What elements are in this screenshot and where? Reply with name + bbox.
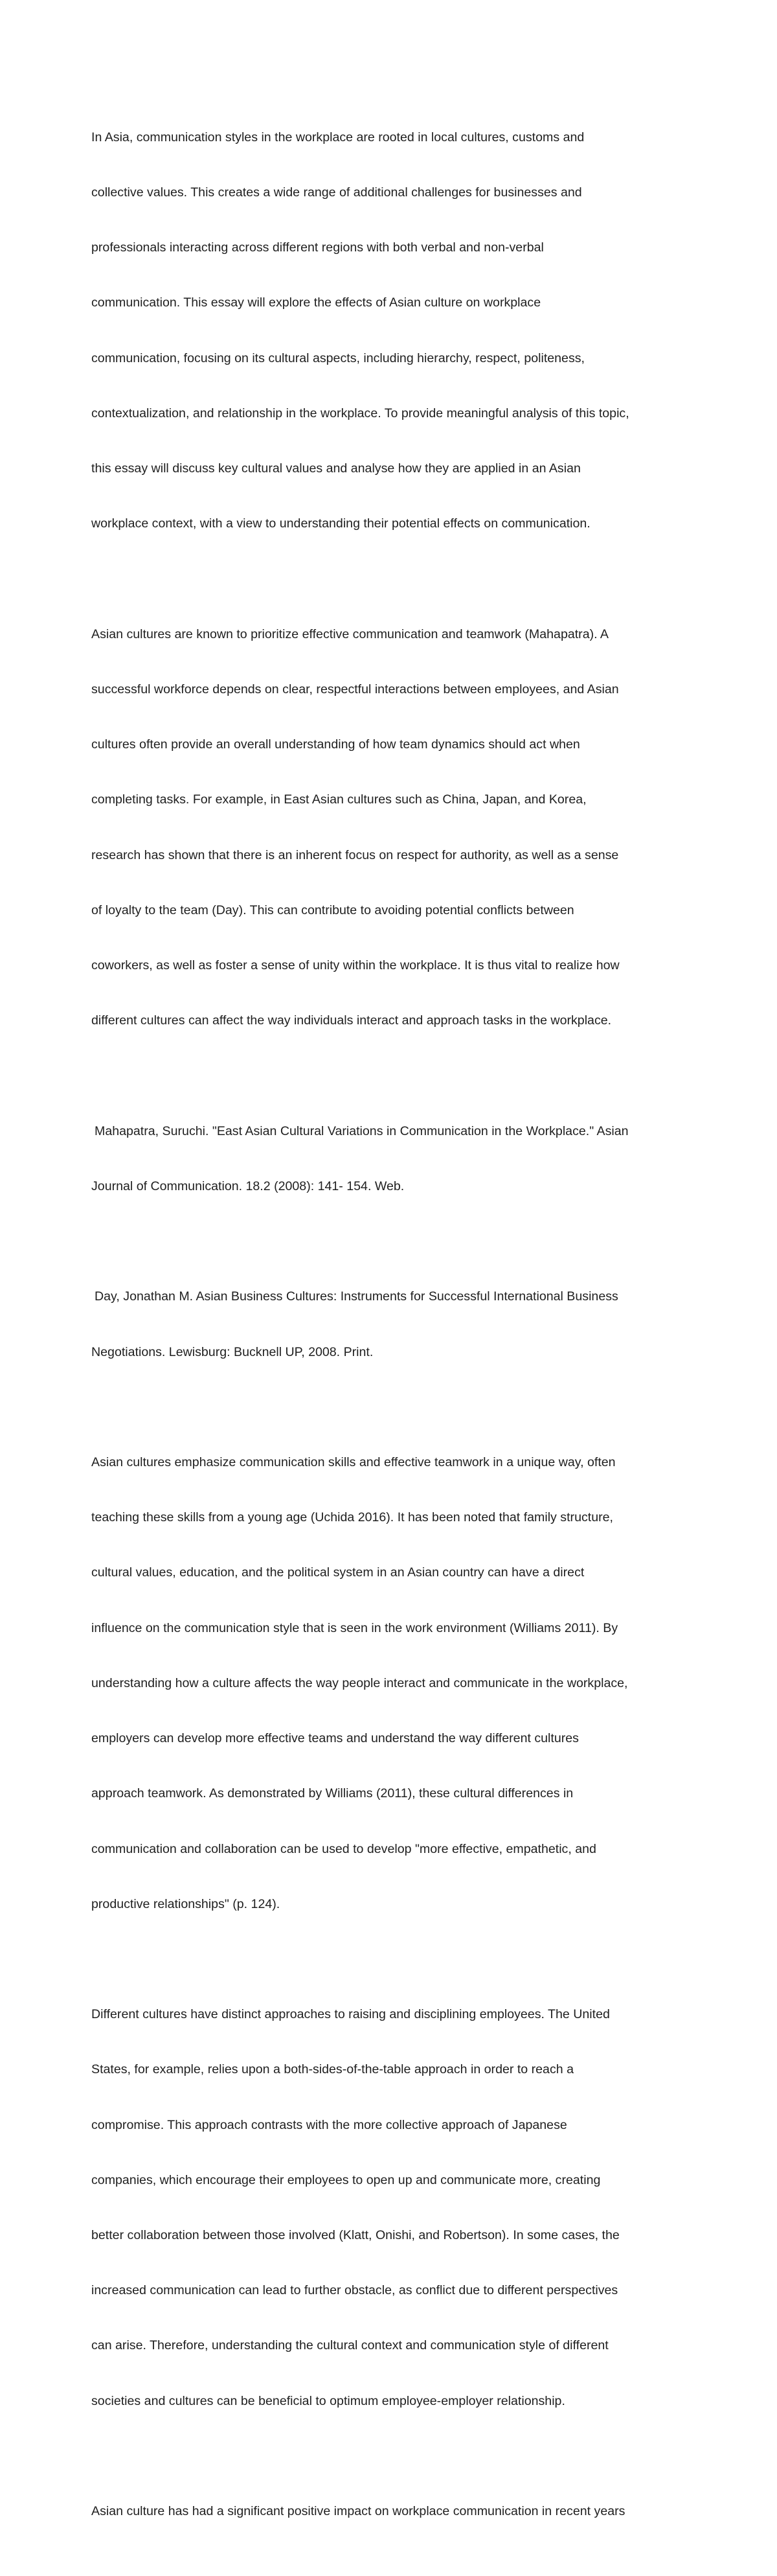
text-line: collective values. This creates a wide range of additional challenges for businesses and bbox=[91, 185, 582, 200]
text-line: cultures often provide an overall understanding of how team dynamics should act when bbox=[91, 737, 580, 752]
text-line: Asian cultures are known to prioritize effective communication and teamwork (Mahapatra). A bbox=[91, 627, 609, 641]
text-line: this essay will discuss key cultural values and analyse how they are applied in an Asian bbox=[91, 461, 581, 476]
paragraph-intro bbox=[91, 91, 690, 570]
text-line: different cultures can affect the way individuals interact and approach tasks in the workplace. bbox=[91, 1013, 612, 1028]
text-line: compromise. This approach contrasts with the more collective approach of Japanese bbox=[91, 2117, 567, 2132]
text-line: communication and collaboration can be used to develop "more effective, empathetic, and bbox=[91, 1841, 596, 1856]
text-line: of loyalty to the team (Day). This can contribute to avoiding potential conflicts between bbox=[91, 903, 574, 917]
text-line: societies and cultures can be beneficial to optimum employee-employer relationship. bbox=[91, 2393, 565, 2408]
text-line: influence on the communication style that is seen in the work environment (Williams 2011). By bbox=[91, 1620, 618, 1635]
text-line: Negotiations. Lewisburg: Bucknell UP, 2008. Print. bbox=[91, 1344, 374, 1359]
paragraph-body bbox=[91, 1416, 690, 1950]
text-line: research has shown that there is an inherent focus on respect for authority, as well as a sense bbox=[91, 847, 619, 862]
text-line: cultural values, education, and the political system in an Asian country can have a direct bbox=[91, 1565, 585, 1580]
text-line: professionals interacting across different regions with both verbal and non-verbal bbox=[91, 240, 544, 255]
reference-entry bbox=[91, 1251, 690, 1398]
text-line: productive relationships" (p. 124). bbox=[91, 1896, 280, 1911]
text-line: contextualization, and relationship in the workplace. To provide meaningful analysis of this topic, bbox=[91, 406, 629, 420]
text-line: completing tasks. For example, in East Asian cultures such as China, Japan, and Korea, bbox=[91, 792, 587, 807]
text-line: In Asia, communication styles in the workplace are rooted in local cultures, customs and bbox=[91, 130, 585, 144]
text-line: companies, which encourage their employees to open up and communicate more, creating bbox=[91, 2172, 601, 2187]
text-line: understanding how a culture affects the way people interact and communicate in the workplace, bbox=[91, 1675, 628, 1690]
text-line: can arise. Therefore, understanding the cultural context and communication style of different bbox=[91, 2338, 609, 2353]
text-line: communication, focusing on its cultural aspects, including hierarchy, respect, politeness, bbox=[91, 351, 585, 365]
text-line: teaching these skills from a young age (Uchida 2016). It has been noted that family structure, bbox=[91, 1510, 613, 1525]
text-line: Mahapatra, Suruchi. "East Asian Cultural Variations in Communication in the Workplace." Asian bbox=[95, 1123, 629, 1138]
text-line: Different cultures have distinct approaches to raising and disciplining employees. The United bbox=[91, 2007, 610, 2022]
reference-entry bbox=[91, 1085, 690, 1232]
paragraph-body bbox=[91, 1968, 690, 2447]
text-line: communication. This essay will explore the effects of Asian culture on workplace bbox=[91, 295, 541, 310]
text-line: Journal of Communication. 18.2 (2008): 141- 154. Web. bbox=[91, 1179, 405, 1193]
document-body bbox=[91, 91, 690, 2576]
text-line: increased communication can lead to further obstacle, as conflict due to different perspectives bbox=[91, 2283, 618, 2298]
paragraph-body bbox=[91, 2465, 690, 2557]
text-line: coworkers, as well as foster a sense of unity within the workplace. It is thus vital to realize how bbox=[91, 958, 620, 973]
text-line: Day, Jonathan M. Asian Business Cultures: Instruments for Successful International Business bbox=[95, 1289, 618, 1304]
text-line: employers can develop more effective teams and understand the way different cultures bbox=[91, 1731, 579, 1746]
text-line: States, for example, relies upon a both-sides-of-the-table approach in order to reach a bbox=[91, 2062, 574, 2077]
text-line: Asian cultures emphasize communication skills and effective teamwork in a unique way, often bbox=[91, 1455, 616, 1469]
paragraph-body bbox=[91, 588, 690, 1067]
text-line: approach teamwork. As demonstrated by Williams (2011), these cultural differences in bbox=[91, 1786, 574, 1801]
text-line: successful workforce depends on clear, respectful interactions between employees, and Asian bbox=[91, 682, 619, 696]
text-line: Asian culture has had a significant positive impact on workplace communication in recent years bbox=[91, 2504, 625, 2519]
text-line: workplace context, with a view to understanding their potential effects on communication. bbox=[91, 516, 591, 531]
text-line: better collaboration between those involved (Klatt, Onishi, and Robertson). In some cases, the bbox=[91, 2228, 620, 2243]
